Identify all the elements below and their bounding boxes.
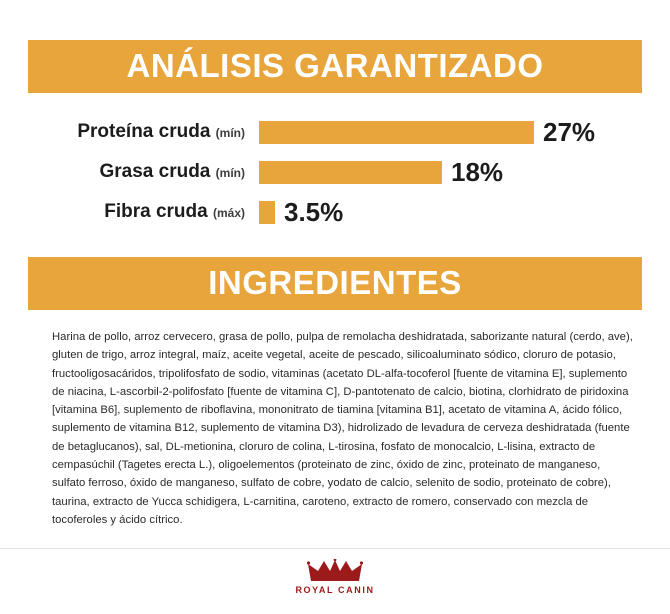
footer-divider [0,548,670,549]
analysis-row-label [40,201,259,223]
analysis-row [40,115,642,149]
brand-logo [295,559,374,595]
ingredients-text: Harina de pollo, arroz cervecero, grasa de pollo, pulpa de remolacha deshidratada, saborizante natural (cerdo, ave), gluten de trigo, arroz integral, maíz, aceite vegetal, aceite de pescado, silicoaluminato sódico, cloruro de potasio, fructooligosacáridos, tripolifosfato de sodio, vitaminas (acetato DL-alfa-tocoferol [fuente de vitamina E], suplemento de niacina, L-ascorbil-2-polifosfato [fuente de vitamina C], D-pantotenato de calcio, biotina, clorhidrato de piridoxina [vitamina B6], suplemento de riboflavina, mononitrato de tiamina [vitamina B1], acetato de vitamina A, ácido fólico, suplemento de vitamina B12, suplemento de vitamina D3), hidrolizado de levadura de cerveza deshidratada (fuente de betaglucanos), sal, DL-metionina, cloruro de colina, L-tirosina, fosfato de monocalcio, L-lisina, extracto de cempasúchil (Tagetes erecta L.), oligoelementos (proteinato de zinc, óxido de zinc, proteinato de manganeso, sulfato ferroso, óxido de manganeso, sulfato de cobre, yodato de calcio, selenito de sodio, proteinato de cobre), taurina, extracto de Yucca schidigera, L-carnitina, caroteno, extracto de romero, conservado con mezcla de tocoferoles y ácido cítrico. [52,331,633,526]
analysis-row-value: 18% [451,156,504,187]
analysis-bar [259,201,275,224]
product-info-page [0,40,670,614]
nutrient-name: Proteína cruda [77,121,211,142]
analysis-row [40,195,642,229]
nutrient-qualifier: (mín) [215,166,245,180]
nutrient-name: Fibra cruda [104,201,208,222]
analysis-row-label [40,121,259,143]
footer [0,548,670,614]
analysis-heading: ANÁLISIS GARANTIZADO [28,40,642,93]
nutrient-qualifier: (mín) [215,126,245,140]
analysis-row-value: 3.5% [284,196,344,227]
analysis-bar [259,121,534,144]
nutrient-name: Grasa cruda [99,161,211,182]
analysis-rows [0,115,670,229]
analysis-bar-wrap [259,157,642,188]
brand-name: ROYAL CANIN [295,585,375,595]
ingredients-heading: INGREDIENTES [28,257,642,310]
nutrient-qualifier: (máx) [212,206,245,220]
analysis-row-value: 27% [543,116,596,147]
analysis-bar [259,161,442,184]
crown-icon [307,559,363,583]
analysis-row-label [40,161,259,183]
analysis-bar-wrap [259,117,642,148]
analysis-row [40,155,642,189]
analysis-bar-wrap [259,197,642,228]
